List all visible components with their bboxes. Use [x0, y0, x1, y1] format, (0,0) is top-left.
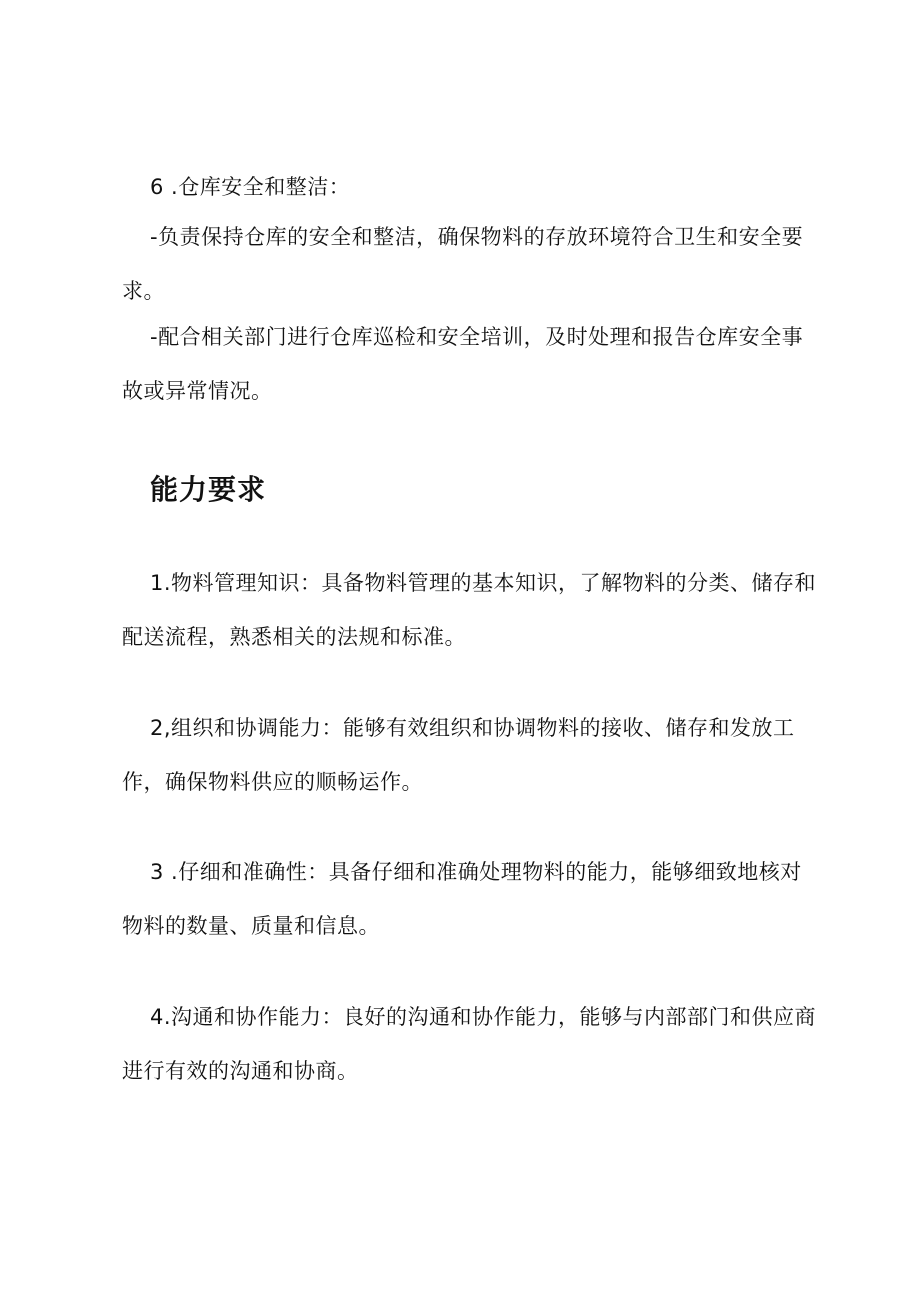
ability-item-3: 3 .仔细和准确性：具备仔细和准确处理物料的能力，能够细致地核对物料的数量、质量和信息。 [122, 860, 802, 938]
ability-item-1: 1.物料管理知识：具备物料管理的基本知识，了解物料的分类、储存和配送流程，熟悉相关的法规和标准。 [122, 571, 817, 649]
section-6-item-1: -负责保持仓库的安全和整洁，确保物料的存放环境符合卫生和安全要求。 [122, 225, 804, 303]
ability-heading: 能力要求 [150, 473, 267, 506]
section-6-item-2: -配合相关部门进行仓库巡检和安全培训，及时处理和报告仓库安全事故或异常情况。 [122, 325, 804, 403]
ability-item-4: 4.沟通和协作能力：良好的沟通和协作能力，能够与内部部门和供应商进行有效的沟通和协商。 [122, 1005, 817, 1083]
section-6-title: 6 .仓库安全和整洁： [150, 175, 351, 199]
ability-item-2: 2,组织和协调能力：能够有效组织和协调物料的接收、储存和发放工作，确保物料供应的顺畅运作。 [122, 716, 795, 794]
